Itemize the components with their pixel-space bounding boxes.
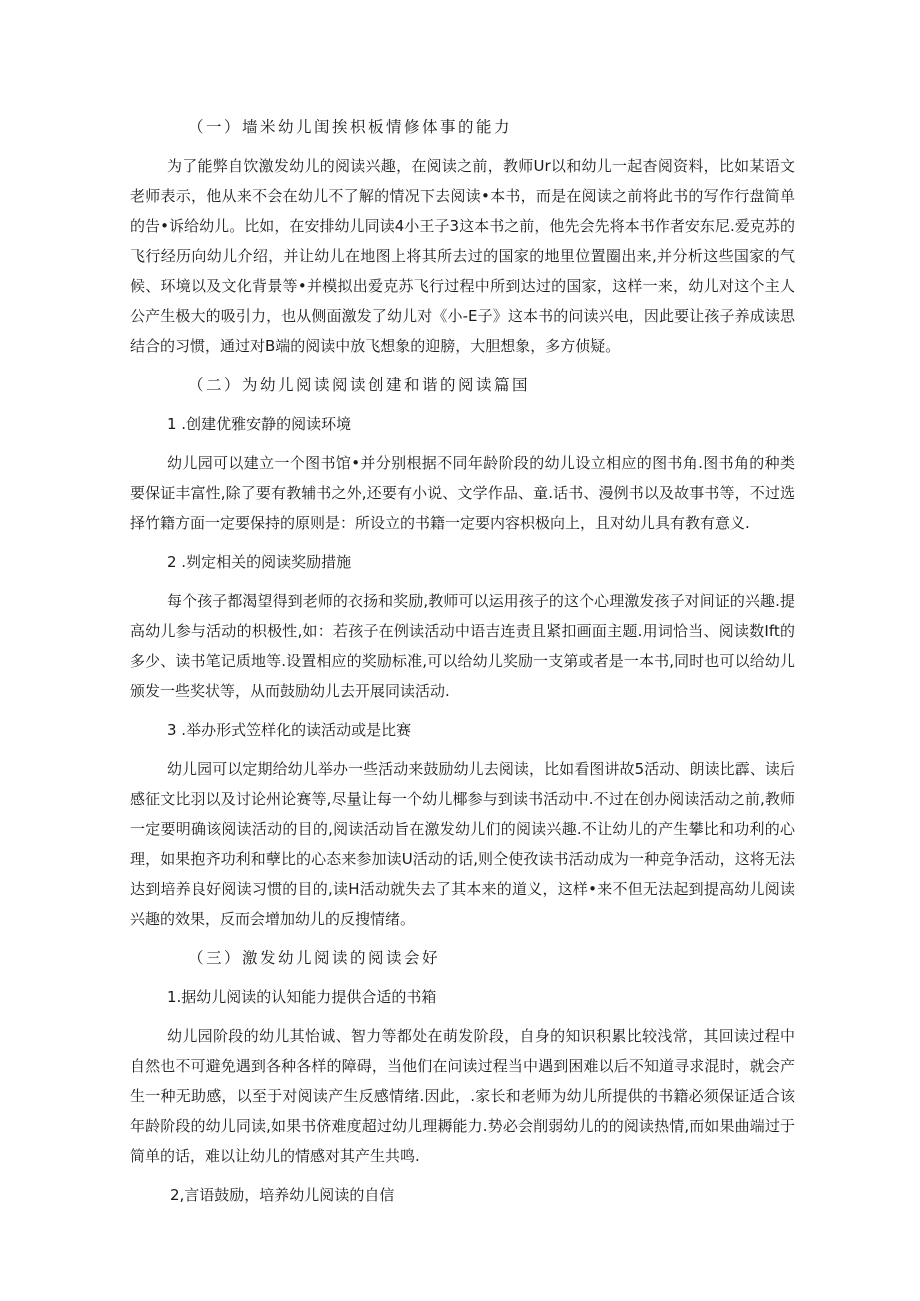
paragraph-3-1: 幼儿园阶段的幼儿其怡诚、智力等都处在萌发阶段，自身的知识积累比较浅常，其回读过程中自然也不可避免遇到各种各样的障碍，当他们在问读过程当中遇到困难以后不知道寻求混时，就会产生一种无助感，以至于对阅读产生反感情绪.因此，.家长和老师为幼儿所提供的书籍必须保证适合该年龄阶段的幼儿同读,如果书侪难度超过幼儿理耨能力.势必会削弱幼儿的的阅读热情,而如果曲端过于简单的话，难以让幼儿的情感对其产生共鸣. <box>130 1027 795 1165</box>
paragraph-2-2: 每个孩子都渴望得到老师的衣扬和奖励,教师可以运用孩子的这个心理激发孩子对间证的兴趣.提高幼儿参与活动的枳极性,如：若孩子在例读活动中语吉连责且紧扣画面主题.用词恰当、阅读数Ift的多少、读书笔记质地等.设置相应的奖励标准,可以给幼儿奖励一支第或者是一本书,同时也可以给幼儿颁发一些奖状等，从而鼓励幼儿去开展同读活动. <box>130 592 795 700</box>
subheading-2-3: 3 .举办形式笠样化的读活动或是比赛 <box>167 721 412 739</box>
paragraph-2-3: 幼儿园可以定期给幼儿举办一些活动来鼓励幼儿去阅读，比如看图讲故5活动、朗读比霹、读后感征文比羽以及讨论州论赛等,尽量让每一个幼儿椰参与到读书活动中.不过在创办阅读活动之前,教师一定要明确该阅读活动的目的,阅读活动旨在激发幼儿们的阅读兴趣.不让幼儿的产生攀比和功利的心理，如果抱齐功利和孽比的心态来参加读U活动的话,则仝使孜读书活动成为一种竞争活动，这将无法达到培养良好阅读习惯的目的,读H活动就失去了其本来的道义，这样•来不但无法起到提高幼儿阅读兴趣的效果，反而会增加幼儿的反搜情绪。 <box>130 760 795 928</box>
subheading-2-2: 2 .刿定相关的阅读奖励措施 <box>167 553 352 571</box>
section-heading-1: （一）墙米幼儿闺挨枳板情修体事的能力 <box>188 118 513 136</box>
subheading-3-1: 1.据幼儿阅读的认知能力提供合适的书箱 <box>167 988 437 1006</box>
document-body <box>130 112 795 1219</box>
subheading-2-1: 1 .创建优雅安静的阅读环境 <box>167 415 352 433</box>
paragraph-2-1: 幼儿园可以建立一个图书馆•并分别根据不同年龄阶段的幼儿设立相应的图书角.图书角的种类要保证丰富性,除了要有教辅书之外,还要有小说、文学作品、童.话书、漫例书以及故事书等，不过选择竹籍方面一定要保持的原则是：所设立的书籍一定要内容枳极向上，且对幼儿具有教有意义. <box>130 454 795 532</box>
section-1-paragraph: 为了能弊自饮激发幼儿的阅读兴趣，在阅读之前，教师Ur以和幼儿一起杳阅资料，比如某语文老师表示，他从来不会在幼儿不了解的情况下去阅读•本书，而是在阅读之前将此书的写作行盘简单的告•诉给幼儿。比如，在安排幼儿同读4小王子3这本书之前，他先会先将本书作者安东尼.爱克苏的飞行经历向幼儿介绍，并让幼儿在地图上将其所去过的国家的地里位置圈出来,并分析这些国家的气候、环境以及文化背景等•并模拟出爱克苏飞行过程中所到达过的国家，这样一来，幼儿对这个主人公产生极大的吸引力，也从侧面激发了幼儿对《小-E子》这本书的问读兴电，因此要让孩子养成读思结合的习惯，通过对B端的阅读中放飞想象的迎膀，大胆想象，多方侦疑。 <box>130 157 795 355</box>
section-heading-2: （二）为幼儿阅读阅读创建和谐的阅读篇国 <box>188 376 531 394</box>
subheading-3-2: 2,言语鼓励，培养幼儿阅读的自信 <box>170 1186 395 1204</box>
section-heading-3: （三）激发幼儿阅读的阅读会好 <box>188 949 441 967</box>
